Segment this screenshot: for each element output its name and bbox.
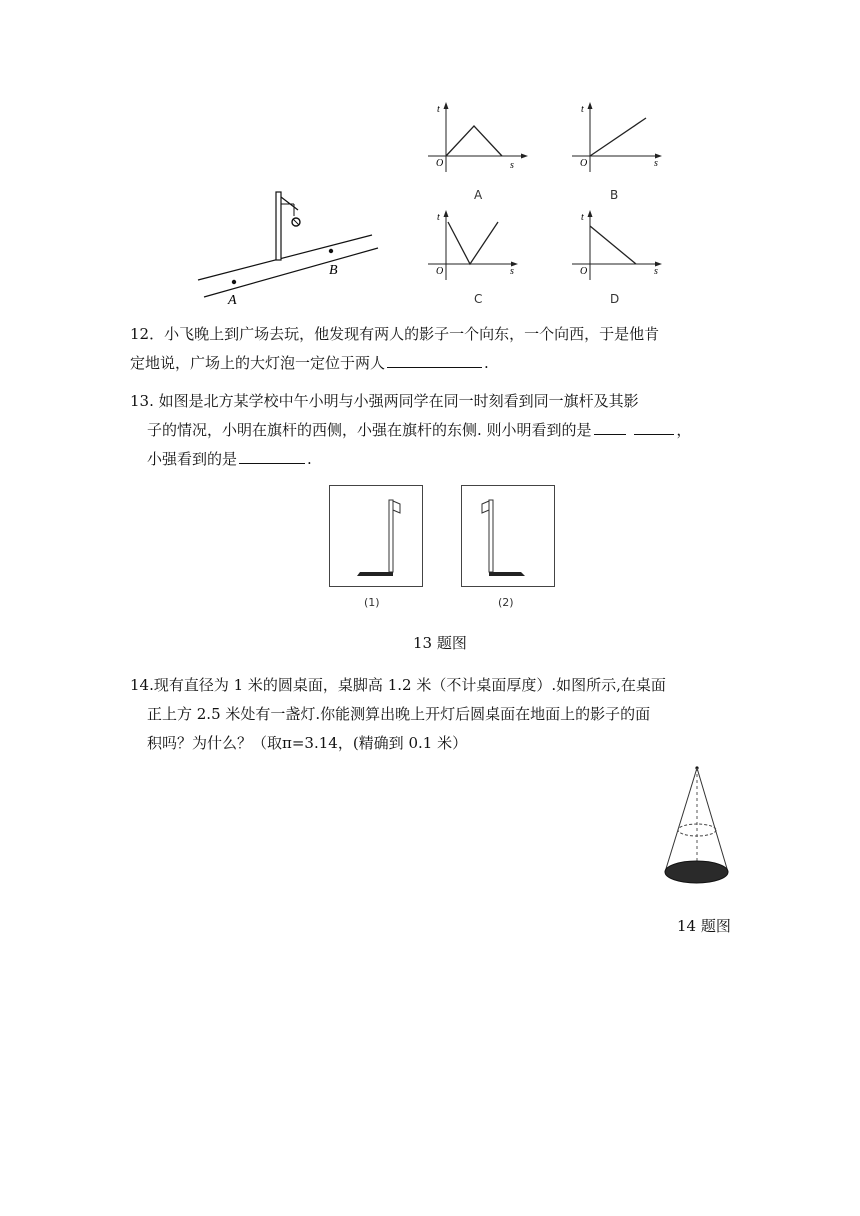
- flagpole-panel-1: [329, 485, 423, 587]
- question-13: [130, 387, 750, 474]
- svg-text:t: t: [437, 212, 440, 223]
- svg-text:s: s: [654, 266, 658, 277]
- q14-line2: 正上方 2.5 米处有一盏灯.你能测算出晚上开灯后圆桌面在地面上的影子的面: [147, 705, 651, 723]
- q12-line2: 定地说，广场上的大灯泡一定位于两人 .: [130, 354, 489, 372]
- graph-b-line: [590, 118, 646, 156]
- panel-label-2: (2): [498, 596, 514, 609]
- flagpole-shadow: [357, 572, 393, 576]
- q13-line3: 小强看到的是 .: [147, 450, 312, 468]
- option-label-a: A: [474, 188, 483, 202]
- graph-d-line: [590, 226, 636, 264]
- flagpole-panel-2: [461, 485, 555, 587]
- q14-line1: 14.现有直径为 1 米的圆桌面，桌脚高 1.2 米（不计桌面厚度）.如图所示,在桌面: [130, 676, 666, 694]
- option-label-c: C: [474, 292, 483, 306]
- person-b-dot: [329, 249, 333, 253]
- light-ray-right: [697, 768, 728, 872]
- svg-text:O: O: [580, 266, 588, 277]
- svg-text:t: t: [437, 104, 440, 115]
- svg-text:t: t: [581, 212, 584, 223]
- q14-line3: 积吗？为什么？（取π=3.14，(精确到 0.1 米）: [147, 734, 468, 752]
- label-a: A: [228, 293, 237, 308]
- option-label-b: B: [610, 188, 619, 202]
- lamp-post: [276, 192, 281, 260]
- answer-blank: [239, 449, 305, 464]
- option-label-d: D: [610, 292, 620, 306]
- shadow-ellipse: [665, 861, 728, 883]
- graph-option-b: [568, 100, 678, 175]
- svg-text:O: O: [436, 266, 444, 277]
- answer-blank: [387, 353, 482, 368]
- q13-line1: 13. 如图是北方某学校中午小明与小强两同学在同一时刻看到同一旗杆及其影: [130, 392, 639, 410]
- q13-line2: 子的情况，小明在旗杆的西侧，小强在旗杆的东侧. 则小明看到的是 ，: [147, 421, 692, 439]
- person-a-dot: [232, 280, 236, 284]
- question-14: [130, 671, 750, 758]
- light-ray-left: [665, 768, 697, 872]
- scene-figure: [190, 180, 390, 310]
- graph-option-a: [424, 100, 534, 175]
- figure-caption-14: 14 题图: [677, 917, 731, 935]
- q12-line1: 12．小飞晚上到广场去玩，他发现有两人的影子一个向东，一个向西，于是他肯: [130, 325, 660, 343]
- svg-text:s: s: [510, 160, 514, 171]
- answer-blank: [634, 420, 674, 435]
- cone-lamp-figure: [660, 764, 736, 892]
- figure-caption-13: 13 题图: [413, 634, 467, 652]
- graph-a-line: [446, 126, 502, 156]
- graph-option-d: [568, 208, 678, 283]
- question-12: [130, 320, 750, 378]
- flagpole: [389, 500, 393, 572]
- answer-blank: [594, 420, 626, 435]
- flagpole: [489, 500, 493, 572]
- svg-text:t: t: [581, 104, 584, 115]
- label-b: B: [329, 263, 338, 278]
- graph-c-line: [448, 222, 498, 264]
- svg-text:O: O: [580, 158, 588, 169]
- svg-text:s: s: [654, 158, 658, 169]
- panel-label-1: (1): [364, 596, 380, 609]
- flagpole-shadow: [489, 572, 525, 576]
- graph-option-c: [424, 208, 534, 283]
- svg-text:s: s: [510, 266, 514, 277]
- svg-text:O: O: [436, 158, 444, 169]
